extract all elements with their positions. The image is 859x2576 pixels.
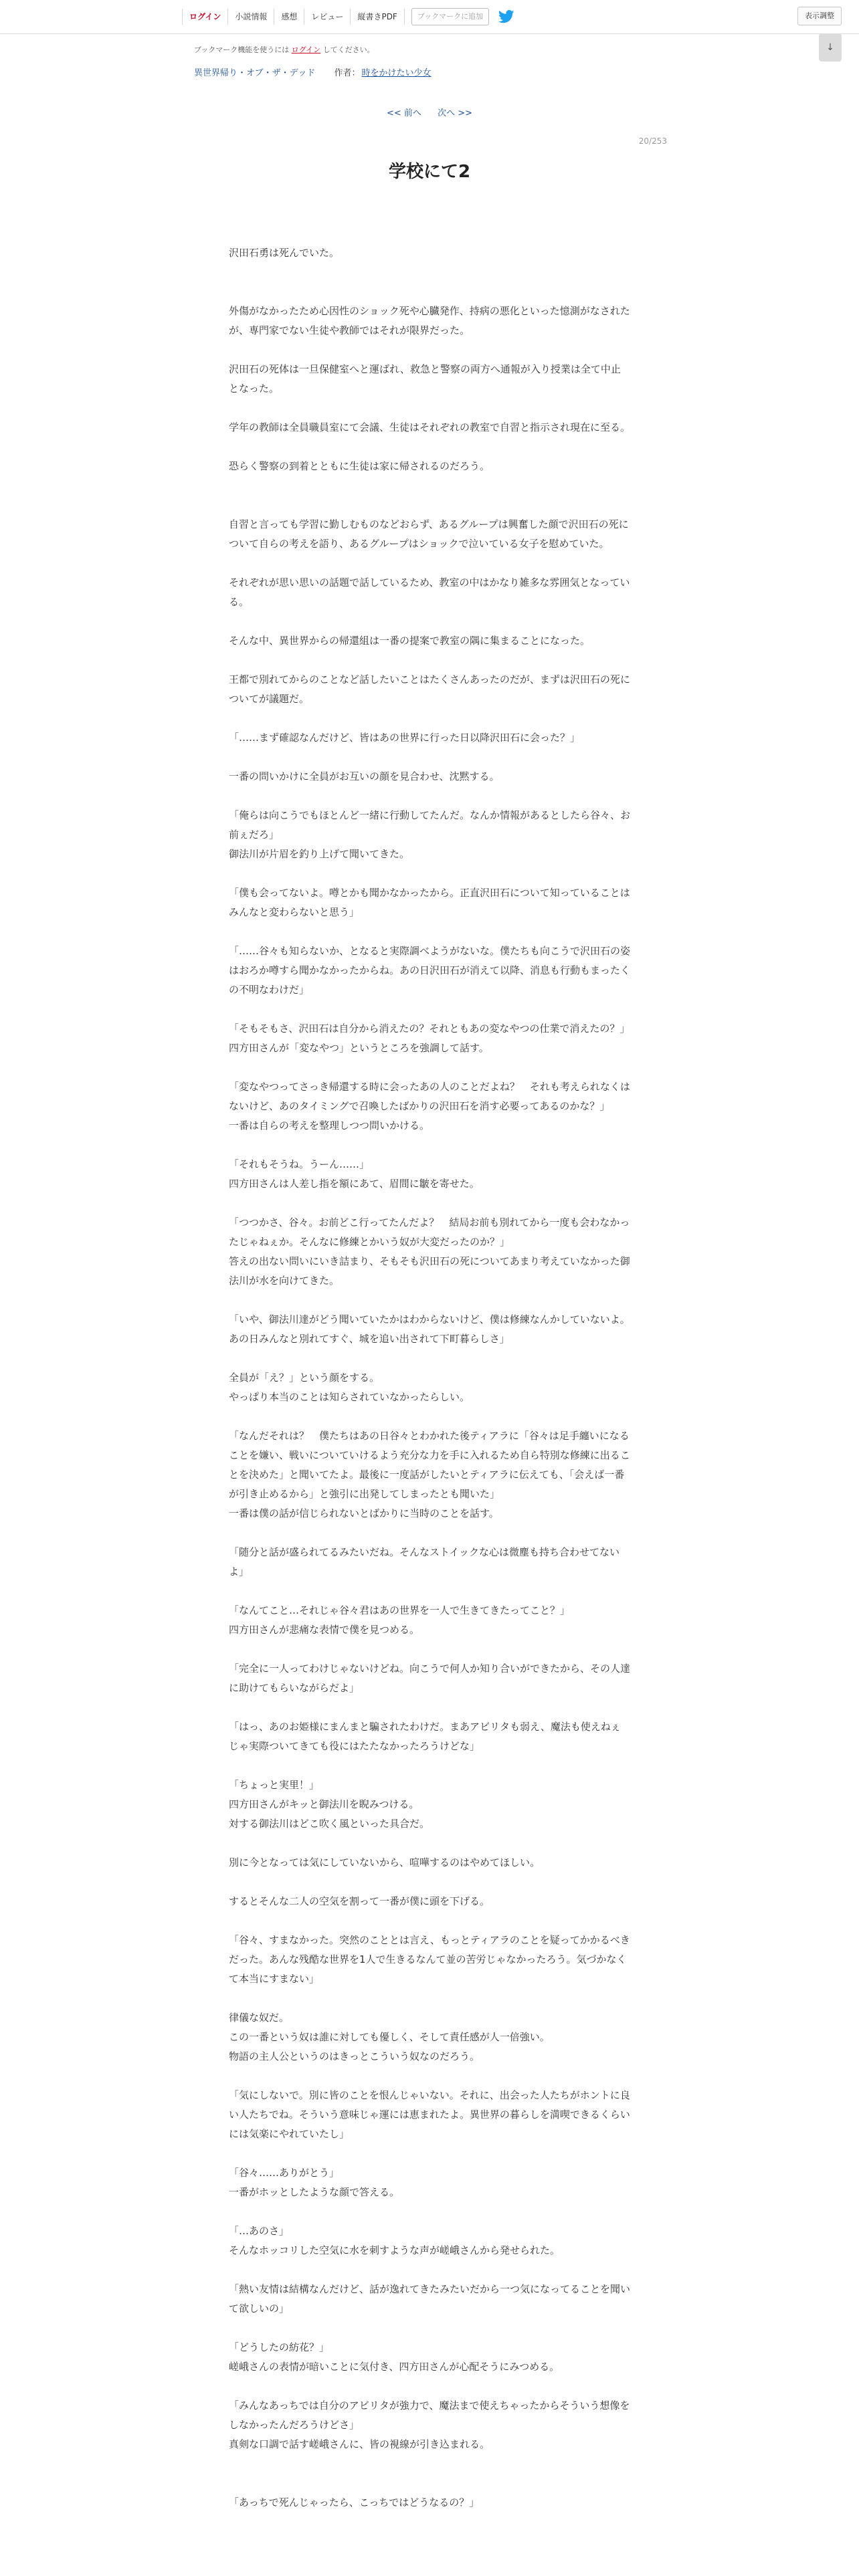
paragraph-line: この一番という奴は誰に対しても優しく、そして責任感が人一倍強い。 <box>229 2031 550 2043</box>
novel-paragraph <box>229 1931 630 1989</box>
paragraph-line: 沢田石の死体は一旦保健室へと運ばれ、救急と警察の両方へ通報が入り授業は全て中止となった。 <box>229 363 621 395</box>
paragraph-line: 「谷々……ありがとう」 <box>229 2167 340 2179</box>
novel-paragraph <box>229 1213 630 1291</box>
novel-paragraph <box>229 1776 630 1834</box>
novel-paragraph <box>229 631 630 651</box>
chapter-counter: 20/253 <box>638 136 667 146</box>
paragraph-line: 恐らく警察の到着とともに生徒は家に帰されるのだろう。 <box>229 460 490 472</box>
series-info <box>194 66 432 78</box>
vertical-pdf-link[interactable]: 縦書きPDF <box>351 9 404 25</box>
paragraph-line: 四方田さんは人差し指を額にあて、眉間に皺を寄せた。 <box>229 1178 480 1190</box>
paragraph-line: 「なんてこと…それじゃ谷々君はあの世界を一人で生きてきたってこと？」 <box>229 1604 571 1616</box>
login-notice-suffix: してください。 <box>322 45 375 54</box>
novel-paragraph <box>229 728 630 748</box>
series-title-link[interactable]: 異世界帰り・オブ・ザ・デッド <box>194 68 316 78</box>
paragraph-line: 「はっ、あのお姫様にまんまと騙されたわけだ。まあアビリタも弱え、魔法も使えねぇじゃ実際ついてきても役にはたたなかったろうけどな」 <box>229 1721 621 1752</box>
paragraph-line: 一番は自らの考えを整理しつつ問いかける。 <box>229 1119 430 1132</box>
chapter-title: 学校にて2 <box>388 162 471 182</box>
novel-paragraph <box>229 670 630 709</box>
paragraph-line: 別に今となっては気にしていないから、喧嘩するのはやめてほしい。 <box>229 1856 541 1868</box>
novel-paragraph <box>229 806 630 864</box>
novel-paragraph <box>229 942 630 1000</box>
novel-paragraph <box>229 1310 630 1349</box>
paragraph-line: 律儀な奴だ。 <box>229 2012 290 2024</box>
paragraph-line: するとそんな二人の空気を割って一番が僕に頭を下げる。 <box>229 1895 490 1907</box>
novel-paragraph <box>229 573 630 612</box>
paragraph-line: 真剣な口調で話す嵯峨さんに、皆の視線が引き込まれる。 <box>229 2438 490 2450</box>
paragraph-line: 答えの出ない問いにいき詰まり、そもそも沢田石の死についてあまり考えていなかった御法川が水を向けてきた。 <box>229 1255 630 1287</box>
novel-paragraph <box>229 1155 630 1194</box>
paragraph-line: やっぱり本当のことは知らされていなかったらしい。 <box>229 1391 470 1403</box>
novel-paragraph <box>229 457 630 476</box>
novel-paragraph <box>229 883 630 922</box>
login-link[interactable]: ログイン <box>182 9 228 25</box>
novel-paragraph <box>229 2493 630 2512</box>
paragraph-line: 対する御法川はどこ吹く風といった具合だ。 <box>229 1818 430 1830</box>
paragraph-line: 自習と言っても学習に勤しむものなどおらず、あるグループは興奮した顔で沢田石の死について自らの考えを語り、あるグループはショックで泣いている女子を慰めていた。 <box>229 518 629 550</box>
scroll-down-button[interactable]: ↓ <box>819 33 842 62</box>
novel-paragraph <box>229 2222 630 2260</box>
paragraph-line: 「随分と話が盛られてるみたいだね。そんなストイックな心は微塵も持ち合わせてないよ」 <box>229 1546 619 1578</box>
novel-paragraph <box>229 302 630 340</box>
novel-paragraph <box>229 418 630 437</box>
display-settings-button[interactable]: 表示調整 <box>797 7 842 25</box>
paragraph-line: 全員が「え？」という顔をする。 <box>229 1372 380 1384</box>
paragraph-line: そんなホッコリした空気に水を刺すような声が嵯峨さんから発せられた。 <box>229 2244 561 2256</box>
paragraph-line: 一番は僕の話が信じられないとばかりに当時のことを話す。 <box>229 1507 499 1519</box>
impressions-link[interactable]: 感想 <box>274 9 304 25</box>
paragraph-line: 「ちょっと実里！」 <box>229 1779 320 1791</box>
paragraph-line: 「気にしないで。別に皆のことを恨んじゃいない。それに、出会った人たちがホントに良い人たちでね。そういう意味じゃ運には恵まれたよ。異世界の暮らしを満喫できるくらいには気楽にやれていたし」 <box>229 2089 630 2140</box>
paragraph-line: 「僕も会ってないよ。噂とかも聞かなかったから。正直沢田石について知っていることはみんなと変わらないと思う」 <box>229 887 630 918</box>
novel-paragraph <box>229 1717 630 1756</box>
prev-chapter-link[interactable]: << 前へ <box>387 108 421 118</box>
novel-paragraph <box>229 1426 630 1523</box>
author-label: 作者： <box>334 68 361 78</box>
paragraph-line: 四方田さんが悲痛な表情で僕を見つめる。 <box>229 1624 420 1636</box>
paragraph-line: そんな中、異世界からの帰還組は一番の提案で教室の隅に集まることになった。 <box>229 635 591 647</box>
paragraph-line: 「いや、御法川達がどう聞いていたかはわからないけど、僕は修練なんかしていないよ。あの日みんなと別れてすぐ、城を追い出されて下町暮らしさ」 <box>229 1313 630 1345</box>
novel-info-link[interactable]: 小説情報 <box>228 9 274 25</box>
paragraph-line: 「…あのさ」 <box>229 2225 290 2237</box>
paragraph-line: 「……まず確認なんだけど、皆はあの世界に行った日以降沢田石に会った？」 <box>229 732 581 744</box>
author-link[interactable]: 時をかけたい少女 <box>361 68 432 78</box>
add-bookmark-button[interactable]: ブックマークに追加 <box>411 8 489 25</box>
novel-paragraph <box>229 1019 630 1058</box>
login-notice-link[interactable]: ログイン <box>291 45 321 54</box>
novel-paragraph <box>229 515 630 554</box>
paragraph-line: 一番の問いかけに全員がお互いの顔を見合わせ、沈黙する。 <box>229 770 500 782</box>
novel-paragraph <box>229 1368 630 1407</box>
paragraph-line: 王都で別れてからのことなど話したいことはたくさんあったのだが、まずは沢田石の死についてが議題だ。 <box>229 673 630 705</box>
site-header <box>0 0 859 34</box>
novel-paragraph <box>229 767 630 786</box>
paragraph-line: 「どうしたの紡花？」 <box>229 2341 330 2353</box>
paragraph-line: 「谷々、すまなかった。突然のこととは言え、もっとティアラのことを疑ってかかるべきだった。あんな残酷な世界を1人で生きるなんて並の苦労じゃなかったろう。気づかなくて本当にすまない」 <box>229 1934 630 1985</box>
paragraph-line: 「……谷々も知らないか、となると実際調べようがないな。僕たちも向こうで沢田石の姿はおろか噂すら聞かなかったからね。あの日沢田石が消えて以降、消息も行動もまったくの不明なわけだ」 <box>229 945 631 996</box>
review-link[interactable]: レビュー <box>304 9 351 25</box>
paragraph-line: 外傷がなかったため心因性のショック死や心臓発作、持病の悪化といった憶測がなされたが、専門家でない生徒や教師ではそれが限界だった。 <box>229 305 630 336</box>
paragraph-line: 「そもそもさ、沢田石は自分から消えたの？それともあの変なやつの仕業で消えたの？」 <box>229 1023 630 1035</box>
paragraph-line: 「あっちで死んじゃったら、こっちではどうなるの？」 <box>229 2496 480 2508</box>
novel-paragraph <box>229 1659 630 1698</box>
novel-paragraph <box>229 2163 630 2202</box>
paragraph-line: 「なんだそれは？ 僕たちはあの日谷々とわかれた後ティアラに「谷々は足手纏いになることを嫌い、戦いについていけるよう充分な力を手に入れるため自ら特別な修練に出ることを決めた」と聞いてたよ。最後に一度話がしたいとティアラに伝えても、「会えば一番が引き止めるから」と強引に出発してしまったとも聞いた」 <box>229 1430 630 1500</box>
novel-body <box>229 243 630 2512</box>
paragraph-line: 「みんなあっちでは自分のアビリタが強力で、魔法まで使えちゃったからそういう想像をしなかったんだろうけどさ」 <box>229 2399 630 2431</box>
paragraph-line: 「熱い友情は結構なんだけど、話が逸れてきたみたいだから一つ気になってることを聞いて欲しいの」 <box>229 2283 631 2315</box>
chapter-pager <box>0 106 859 118</box>
paragraph-line: 四方田さんが「変なやつ」というところを強調して話す。 <box>229 1042 489 1054</box>
paragraph-line: 御法川が片眉を釣り上げて聞いてきた。 <box>229 848 410 860</box>
paragraph-line: 嵯峨さんの表情が暗いことに気付き、四方田さんが心配そうにみつめる。 <box>229 2361 560 2373</box>
novel-paragraph <box>229 2086 630 2144</box>
next-chapter-link[interactable]: 次へ >> <box>438 108 472 118</box>
paragraph-line: それぞれが思い思いの話題で話しているため、教室の中はかなり雑多な雰囲気となっている。 <box>229 576 630 608</box>
novel-paragraph <box>229 1601 630 1640</box>
novel-paragraph <box>229 243 630 263</box>
paragraph-line: 「それもそうね。うーん……」 <box>229 1158 370 1170</box>
novel-paragraph <box>229 1543 630 1582</box>
novel-paragraph <box>229 2280 630 2319</box>
paragraph-line: 物語の主人公というのはきっとこういう奴なのだろう。 <box>229 2050 480 2062</box>
paragraph-line: 沢田石勇は死んでいた。 <box>229 247 340 259</box>
paragraph-line: 「変なやつってさっき帰還する時に会ったあの人のことだよね？ それも考えられなくはないけど、あのタイミングで召喚したばかりの沢田石を消す必要ってあるのかな？」 <box>229 1081 630 1112</box>
novel-paragraph <box>229 2338 630 2377</box>
novel-paragraph <box>229 1077 630 1136</box>
novel-paragraph <box>229 360 630 399</box>
paragraph-line: 一番がホッとしたような顔で答える。 <box>229 2186 400 2198</box>
top-navigation <box>182 7 514 27</box>
novel-paragraph <box>229 2396 630 2454</box>
novel-paragraph <box>229 1892 630 1911</box>
paragraph-line: 「完全に一人ってわけじゃないけどね。向こうで何人か知り合いができたから、その人達に助けてもらいながらだよ」 <box>229 1662 631 1694</box>
paragraph-line: 「つつかさ、谷々。お前どこ行ってたんだよ？ 結局お前も別れてから一度も会わなかったじゃねぇか。そんなに修練とかいう奴が大変だったのか？」 <box>229 1216 630 1248</box>
paragraph-line: 四方田さんがキッと御法川を睨みつける。 <box>229 1798 419 1810</box>
login-notice-prefix: ブックマーク機能を使うには <box>194 45 290 54</box>
novel-paragraph <box>229 1853 630 1872</box>
twitter-bird-icon[interactable] <box>498 10 514 23</box>
novel-paragraph <box>229 2008 630 2066</box>
login-notice <box>194 44 375 55</box>
paragraph-line: 「俺らは向こうでもほとんど一緒に行動してたんだ。なんか情報があるとしたら谷々、お前ぇだろ」 <box>229 809 631 841</box>
paragraph-line: 学年の教師は全員職員室にて会議、生徒はそれぞれの教室で自習と指示され現在に至る。 <box>229 421 631 433</box>
